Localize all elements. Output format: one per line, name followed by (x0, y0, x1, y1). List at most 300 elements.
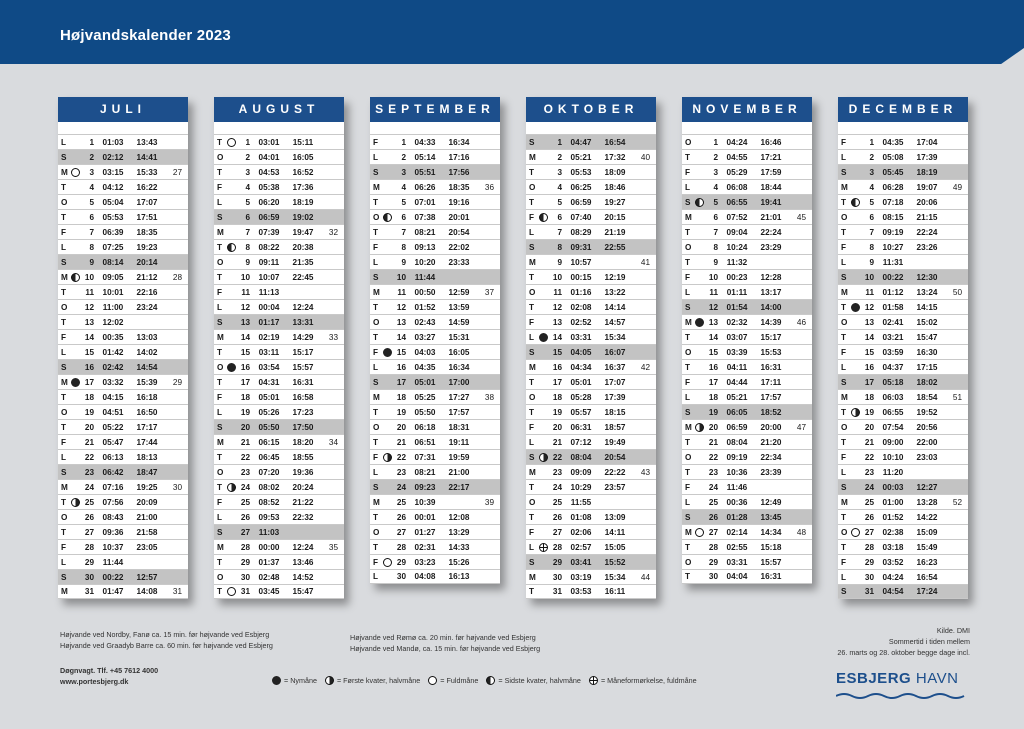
high-tide-1: 07:38 (414, 212, 436, 222)
high-tide-1: 03:31 (726, 557, 748, 567)
day-number: 11 (397, 287, 406, 297)
high-tide-2: 12:19 (604, 272, 626, 282)
table-row (838, 494, 968, 509)
table-row (370, 134, 500, 149)
high-tide-2: 18:57 (604, 422, 626, 432)
high-tide-2: 16:31 (292, 377, 314, 387)
high-tide-2: 22:16 (136, 287, 158, 297)
month-title: NOVEMBER (682, 97, 812, 122)
table-row (682, 539, 812, 554)
table-row (526, 464, 656, 479)
weekday: T (841, 227, 847, 237)
table-row (214, 164, 344, 179)
weekday: T (529, 512, 535, 522)
week-number: 42 (640, 362, 650, 372)
table-row (58, 509, 188, 524)
high-tide-1: 01:52 (414, 302, 436, 312)
weekday: O (373, 317, 380, 327)
table-row (214, 404, 344, 419)
full-moon-icon (383, 558, 392, 567)
day-number: 16 (864, 362, 874, 372)
table-row (370, 284, 500, 299)
high-tide-1: 10:27 (882, 242, 904, 252)
note-romo: Højvande ved Rømø ca. 20 min. før højvande ved Esbjerg (350, 633, 536, 642)
high-tide-2: 19:59 (448, 452, 470, 462)
high-tide-2: 17:39 (604, 392, 626, 402)
high-tide-1: 11:31 (882, 257, 904, 267)
table-row (682, 284, 812, 299)
weekday: T (685, 152, 691, 162)
high-tide-1: 09:31 (570, 242, 592, 252)
day-number: 14 (552, 332, 562, 342)
last-moon-icon (539, 213, 548, 222)
weekday: T (217, 452, 223, 462)
weekday: L (217, 512, 223, 522)
table-row (214, 284, 344, 299)
day-number: 3 (245, 167, 250, 177)
day-number: 1 (713, 137, 718, 147)
website-link[interactable]: www.portesbjerg.dk (60, 677, 129, 686)
high-tide-1: 08:43 (102, 512, 124, 522)
day-number: 16 (240, 362, 250, 372)
high-tide-1: 03:41 (570, 557, 592, 567)
first-moon-icon (71, 498, 80, 507)
table-row (838, 464, 968, 479)
moon-cell (225, 243, 238, 252)
week-number: 35 (328, 542, 338, 552)
day-number: 18 (864, 392, 874, 402)
day-number: 29 (84, 557, 94, 567)
weekday: S (841, 167, 847, 177)
table-row (370, 494, 500, 509)
weekday: T (529, 302, 535, 312)
table-row (838, 314, 968, 329)
high-tide-1: 06:18 (414, 422, 436, 432)
high-tide-2: 15:53 (760, 347, 782, 357)
table-row (214, 419, 344, 434)
day-number: 2 (869, 152, 874, 162)
moon-cell (381, 213, 394, 222)
high-tide-2: 23:26 (916, 242, 938, 252)
weekday: T (841, 332, 847, 342)
high-tide-2: 16:07 (604, 347, 626, 357)
high-tide-2: 17:57 (760, 392, 782, 402)
high-tide-2: 23:29 (760, 242, 782, 252)
table-row (370, 239, 500, 254)
high-tide-1: 08:29 (570, 227, 592, 237)
high-tide-2: 22:02 (448, 242, 470, 252)
high-tide-1: 06:05 (726, 407, 748, 417)
table-row (214, 344, 344, 359)
high-tide-2: 14:34 (760, 527, 782, 537)
high-tide-1: 05:53 (102, 212, 124, 222)
high-tide-1: 11:32 (726, 257, 748, 267)
high-tide-2: 20:56 (916, 422, 938, 432)
day-number: 25 (240, 497, 250, 507)
weekday: S (529, 242, 535, 252)
high-tide-1: 02:41 (882, 317, 904, 327)
high-tide-2: 22:55 (604, 242, 626, 252)
high-tide-2: 19:47 (292, 227, 314, 237)
high-tide-2: 18:54 (916, 392, 938, 402)
high-tide-1: 05:57 (570, 407, 592, 417)
high-tide-2: 20:09 (136, 497, 158, 507)
dst-text-1: Sommertid i tiden mellem (888, 637, 970, 646)
day-number: 31 (864, 587, 874, 596)
table-row (58, 419, 188, 434)
day-number: 27 (240, 527, 250, 537)
day-number: 17 (240, 377, 250, 387)
high-tide-1: 11:20 (882, 467, 904, 477)
last-quarter-icon (486, 676, 495, 685)
day-number: 18 (552, 392, 562, 402)
table-row (526, 374, 656, 389)
weekday: S (841, 587, 847, 596)
high-tide-1: 03:18 (882, 542, 904, 552)
table-row (214, 494, 344, 509)
full-moon-icon (428, 676, 437, 685)
table-row (682, 179, 812, 194)
table-row (58, 179, 188, 194)
high-tide-2: 19:02 (292, 212, 314, 222)
weekday: F (373, 557, 379, 567)
high-tide-2: 17:50 (292, 422, 314, 432)
day-number: 8 (401, 242, 406, 252)
weekday: O (685, 137, 692, 147)
high-tide-2: 17:24 (916, 587, 938, 596)
moon-cell (225, 138, 238, 147)
table-row (838, 284, 968, 299)
table-row (526, 389, 656, 404)
table-row (214, 254, 344, 269)
high-tide-1: 00:15 (570, 272, 592, 282)
high-tide-1: 02:38 (882, 527, 904, 537)
day-number: 21 (84, 437, 94, 447)
day-number: 5 (401, 197, 406, 207)
month-december (838, 97, 968, 599)
day-number: 10 (864, 272, 874, 282)
table-row (682, 164, 812, 179)
table-row (370, 509, 500, 524)
weekday: S (373, 377, 379, 387)
weekday: S (529, 452, 535, 462)
high-tide-2: 21:00 (448, 467, 470, 477)
high-tide-1: 05:21 (726, 392, 748, 402)
day-number: 30 (84, 572, 94, 582)
high-tide-2: 16:31 (760, 572, 782, 581)
table-row (58, 434, 188, 449)
table-row (838, 179, 968, 194)
day-number: 24 (708, 482, 718, 492)
weekday: L (217, 407, 223, 417)
table-row (58, 569, 188, 584)
table-row (526, 419, 656, 434)
day-number: 22 (708, 452, 718, 462)
month-title: JULI (58, 97, 188, 122)
high-tide-2: 16:23 (916, 557, 938, 567)
high-tide-1: 11:44 (102, 557, 124, 567)
table-row (682, 254, 812, 269)
high-tide-1: 04:15 (102, 392, 124, 402)
high-tide-1: 01:27 (414, 527, 436, 537)
weekday: L (529, 227, 535, 237)
table-row (682, 194, 812, 209)
high-tide-1: 05:45 (882, 167, 904, 177)
day-number: 6 (245, 212, 250, 222)
high-tide-1: 03:01 (258, 137, 280, 147)
weekday: M (685, 527, 692, 537)
day-number: 11 (709, 287, 718, 297)
high-tide-2: 16:46 (760, 137, 782, 147)
high-tide-2: 21:00 (136, 512, 158, 522)
table-row (58, 359, 188, 374)
weekday: S (529, 137, 535, 147)
weekday: T (373, 227, 379, 237)
high-tide-1: 07:56 (102, 497, 124, 507)
table-row (682, 449, 812, 464)
moon-cell (849, 198, 862, 207)
high-tide-2: 12:59 (448, 287, 470, 297)
high-tide-2: 16:31 (760, 362, 782, 372)
day-number: 4 (713, 182, 718, 192)
high-tide-1: 06:55 (726, 197, 748, 207)
day-number: 7 (89, 227, 94, 237)
day-number: 5 (245, 197, 250, 207)
table-row (526, 254, 656, 269)
high-tide-2: 12:27 (916, 482, 938, 492)
weekday: T (217, 167, 223, 177)
high-tide-1: 04:55 (726, 152, 748, 162)
day-number: 8 (557, 242, 562, 252)
high-tide-1: 12:02 (102, 317, 124, 327)
table-row (214, 479, 344, 494)
high-tide-1: 02:06 (570, 527, 592, 537)
table-row (214, 449, 344, 464)
weekday: O (61, 407, 68, 417)
day-number: 13 (84, 317, 94, 327)
day-number: 7 (245, 227, 250, 237)
day-number: 23 (240, 467, 250, 477)
table-row (838, 479, 968, 494)
last-moon-icon (695, 198, 704, 207)
day-number: 11 (865, 287, 874, 297)
high-tide-1: 01:47 (102, 587, 124, 596)
day-number: 21 (396, 437, 406, 447)
day-number: 19 (864, 407, 874, 417)
table-row (214, 269, 344, 284)
day-number: 17 (708, 377, 718, 387)
note-mando: Højvande ved Mandø, ca. 15 min. før højvande ved Esbjerg (350, 644, 541, 653)
high-tide-1: 04:35 (414, 362, 436, 372)
day-number: 11 (85, 287, 94, 297)
week-number: 31 (172, 587, 182, 596)
weekday: T (61, 422, 67, 432)
day-number: 30 (552, 572, 562, 582)
high-tide-1: 05:21 (570, 152, 592, 162)
high-tide-1: 04:37 (882, 362, 904, 372)
weekday: T (529, 197, 535, 207)
logo-word1: ESBJERG (836, 670, 912, 687)
high-tide-2: 22:32 (292, 512, 314, 522)
high-tide-2: 12:24 (292, 302, 314, 312)
high-tide-2: 15:18 (760, 542, 782, 552)
table-row (682, 509, 812, 524)
high-tide-2: 21:22 (292, 497, 314, 507)
moon-cell (69, 168, 82, 177)
day-number: 27 (396, 527, 406, 537)
table-row (838, 239, 968, 254)
weekday: O (685, 452, 692, 462)
high-tide-2: 12:30 (916, 272, 938, 282)
table-row (58, 224, 188, 239)
eclipse-moon-icon (539, 543, 548, 552)
table-row (526, 329, 656, 344)
table-row (214, 584, 344, 599)
high-tide-2: 16:22 (136, 182, 158, 192)
high-tide-1: 01:17 (258, 317, 280, 327)
table-row (838, 209, 968, 224)
high-tide-2: 16:34 (448, 362, 470, 372)
high-tide-1: 01:03 (102, 137, 124, 147)
high-tide-1: 05:22 (102, 422, 124, 432)
month-juli (58, 97, 188, 599)
weekday: M (217, 437, 224, 447)
high-tide-2: 23:24 (136, 302, 158, 312)
weekday: F (373, 452, 379, 462)
new-moon-icon (383, 348, 392, 357)
high-tide-1: 08:15 (882, 212, 904, 222)
weekday: S (61, 362, 67, 372)
table-row (370, 329, 500, 344)
high-tide-2: 22:45 (292, 272, 314, 282)
day-number: 20 (396, 422, 406, 432)
table-row (526, 149, 656, 164)
weekday: O (217, 152, 224, 162)
weekday: T (61, 182, 67, 192)
day-number: 7 (401, 227, 406, 237)
table-row (838, 419, 968, 434)
day-number: 17 (84, 377, 94, 387)
day-number: 4 (89, 182, 94, 192)
weekday: S (685, 302, 691, 312)
high-tide-2: 22:24 (760, 227, 782, 237)
high-tide-2: 14:22 (916, 512, 938, 522)
weekday: T (61, 497, 67, 507)
high-tide-1: 11:13 (258, 287, 280, 297)
high-tide-1: 06:31 (570, 422, 592, 432)
day-number: 10 (552, 272, 562, 282)
weekday: T (61, 527, 67, 537)
table-row (58, 479, 188, 494)
high-tide-1: 02:08 (570, 302, 592, 312)
high-tide-2: 22:34 (760, 452, 782, 462)
day-number: 14 (240, 332, 250, 342)
table-row (838, 164, 968, 179)
weekday: L (217, 302, 223, 312)
weekday: L (373, 362, 379, 372)
full-moon-icon (71, 168, 80, 177)
table-row (682, 224, 812, 239)
high-tide-1: 01:08 (570, 512, 592, 522)
high-tide-1: 04:47 (570, 137, 592, 147)
weekday: T (373, 332, 379, 342)
day-number: 18 (84, 392, 94, 402)
day-number: 25 (396, 497, 406, 507)
first-moon-icon (227, 483, 236, 492)
weekday: T (217, 272, 223, 282)
high-tide-2: 18:35 (136, 227, 158, 237)
high-tide-2: 14:11 (604, 527, 626, 537)
high-tide-1: 04:31 (258, 377, 280, 387)
high-tide-2: 15:09 (916, 527, 938, 537)
weekday: L (217, 197, 223, 207)
day-number: 31 (552, 587, 562, 596)
day-number: 14 (396, 332, 406, 342)
weekday: M (841, 497, 848, 507)
table-row (682, 494, 812, 509)
moon-cell (849, 528, 862, 537)
weekday: O (373, 422, 380, 432)
week-number: 34 (328, 437, 338, 447)
page-title: Højvandskalender 2023 (60, 27, 231, 44)
table-row (526, 584, 656, 599)
day-number: 10 (396, 272, 406, 282)
moon-cell (693, 198, 706, 207)
high-tide-2: 16:30 (916, 347, 938, 357)
table-row (370, 554, 500, 569)
table-row (526, 509, 656, 524)
day-number: 10 (240, 272, 250, 282)
moon-cell (537, 543, 550, 552)
high-tide-2: 14:08 (136, 587, 158, 596)
high-tide-1: 02:42 (102, 362, 124, 372)
high-tide-1: 04:12 (102, 182, 124, 192)
week-number: 43 (640, 467, 650, 477)
day-number: 28 (552, 542, 562, 552)
table-row (526, 569, 656, 584)
weekday: F (841, 347, 847, 357)
table-row (214, 464, 344, 479)
table-row (370, 344, 500, 359)
first-moon-icon (539, 453, 548, 462)
high-tide-1: 09:04 (726, 227, 748, 237)
day-number: 3 (713, 167, 718, 177)
moon-cell (225, 483, 238, 492)
high-tide-1: 10:36 (726, 467, 748, 477)
high-tide-2: 16:11 (604, 587, 626, 596)
table-row (58, 449, 188, 464)
high-tide-1: 03:11 (258, 347, 280, 357)
high-tide-2: 13:46 (292, 557, 314, 567)
high-tide-2: 17:36 (292, 182, 314, 192)
high-tide-1: 08:14 (102, 257, 124, 267)
weekday: S (685, 197, 691, 207)
weekday: M (373, 392, 380, 402)
high-tide-2: 15:02 (916, 317, 938, 327)
table-row (214, 299, 344, 314)
high-tide-2: 19:36 (292, 467, 314, 477)
high-tide-1: 03:32 (102, 377, 124, 387)
weekday: F (841, 452, 847, 462)
table-row (370, 449, 500, 464)
weekday: M (529, 362, 536, 372)
weekday: M (61, 272, 68, 282)
high-tide-2: 20:01 (448, 212, 470, 222)
weekday: M (217, 227, 224, 237)
high-tide-2: 16:13 (448, 572, 470, 581)
month-title: AUGUST (214, 97, 344, 122)
weekday: O (841, 212, 848, 222)
